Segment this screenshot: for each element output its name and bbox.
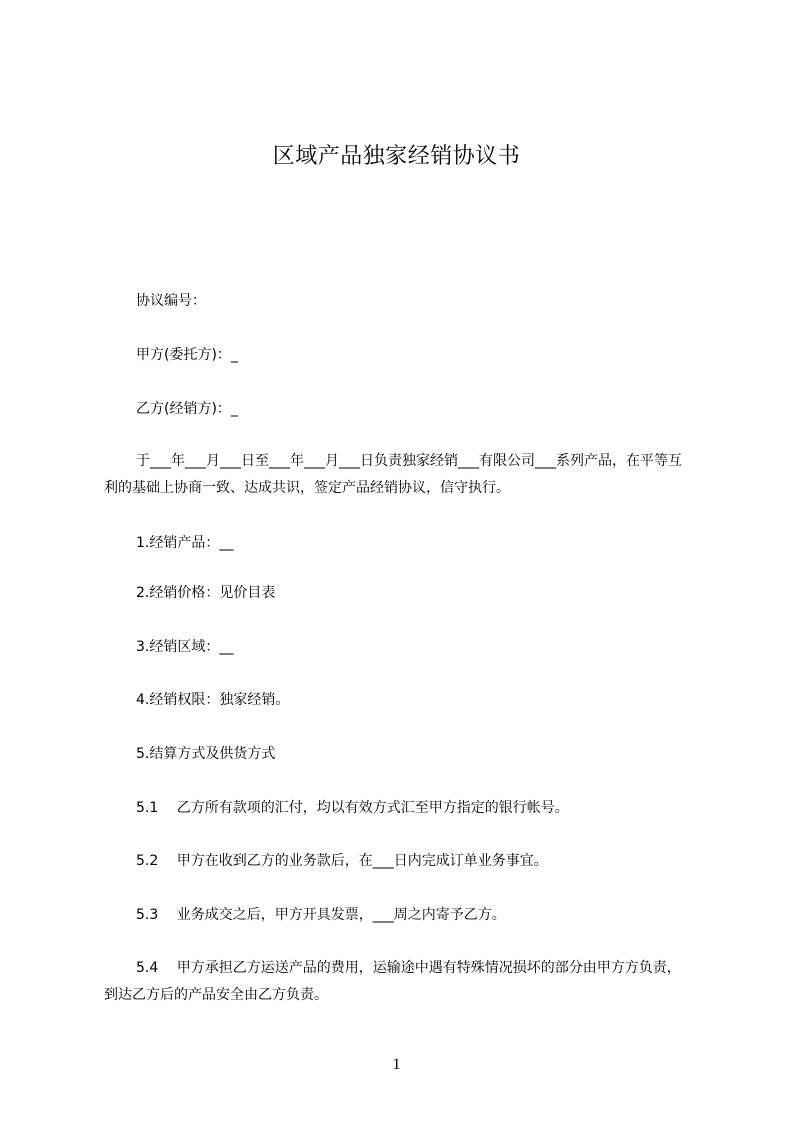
clause-5: 5.结算方式及供货方式 bbox=[136, 746, 276, 762]
party-a-field: 甲方(委托方)：_ bbox=[136, 347, 238, 363]
clause-2: 2.经销价格：见价目表 bbox=[136, 585, 276, 601]
clause-4: 4.经销权限：独家经销。 bbox=[136, 692, 290, 708]
document-title: 区域产品独家经销协议书 bbox=[272, 144, 521, 169]
clause-5-3: 5.3 业务成交之后，甲方开具发票，___周之内寄予乙方。 bbox=[136, 907, 506, 923]
page-number: 1 bbox=[392, 1056, 401, 1073]
intro-paragraph: 于___年___月___日至___年___月___日负责独家经销___有限公司___系列产品，在平等互利的基础上协商一致、达成共识，签定产品经销协议，信守执行。 bbox=[104, 453, 682, 496]
agreement-number-field: 协议编号： bbox=[136, 293, 206, 309]
party-b-field: 乙方(经销方)：_ bbox=[136, 401, 238, 417]
clause-3: 3.经销区域：__ bbox=[136, 639, 234, 655]
clause-5-1: 5.1 乙方所有款项的汇付，均以有效方式汇至甲方指定的银行帐号。 bbox=[136, 800, 569, 816]
clause-5-2: 5.2 甲方在收到乙方的业务款后，在___日内完成订单业务事宜。 bbox=[136, 853, 548, 869]
clause-5-4: 5.4 甲方承担乙方运送产品的费用，运输途中遇有特殊情况损坏的部分由甲方方负责，到达乙方后的产品安全由乙方负责。 bbox=[104, 960, 681, 1003]
clause-1: 1.经销产品：__ bbox=[136, 535, 234, 551]
